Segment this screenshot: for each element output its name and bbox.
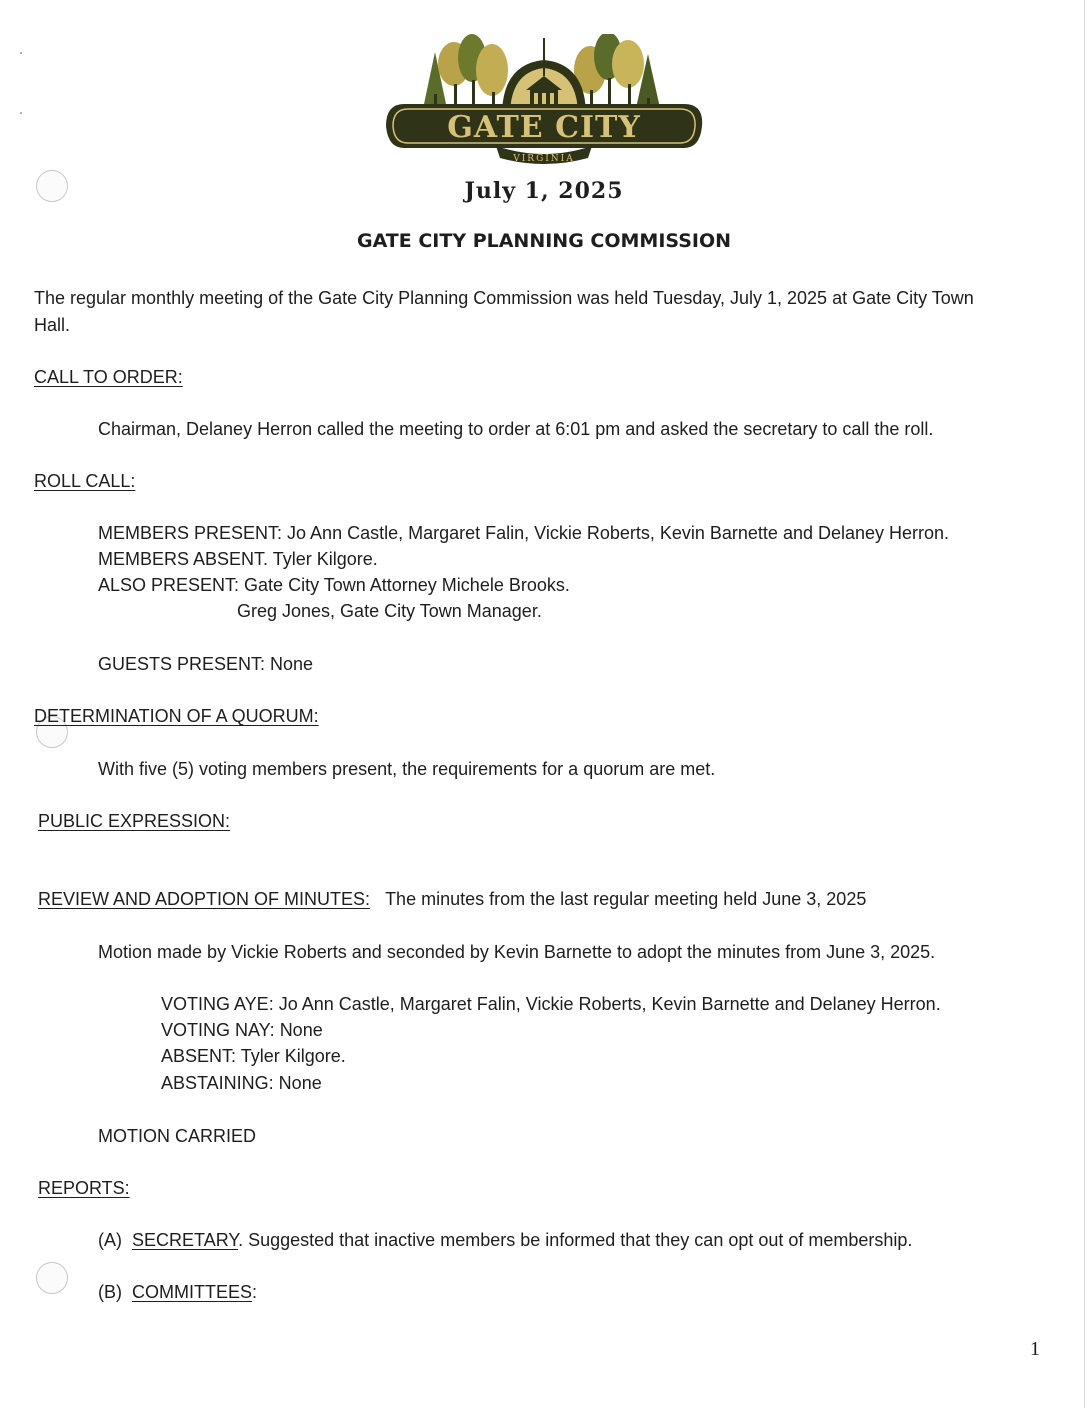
roll-call-heading: ROLL CALL: [34, 471, 136, 491]
report-committees [98, 1281, 257, 1303]
meeting-date: July 1, 2025 [464, 178, 624, 204]
intro-line-2: Hall. [34, 315, 71, 335]
members-present: MEMBERS PRESENT: Jo Ann Castle, Margaret Falin, Vickie Roberts, Kevin Barnette and Delaney Herron. [98, 523, 950, 543]
report-a-title: SECRETARY [132, 1230, 239, 1250]
report-b-label: (B) [98, 1282, 122, 1302]
minutes-heading-line [38, 888, 866, 910]
page-number: 1 [1030, 1338, 1040, 1360]
quorum-text: With five (5) voting members present, the requirements for a quorum are met. [98, 759, 716, 779]
report-b-title: COMMITTEES [132, 1282, 253, 1302]
quorum-heading: DETERMINATION OF A QUORUM: [34, 706, 319, 726]
call-to-order-heading: CALL TO ORDER: [34, 367, 183, 387]
page-edge [1084, 0, 1085, 1408]
voting-abstaining: ABSTAINING: None [161, 1073, 322, 1093]
gate-city-logo [384, 34, 706, 170]
voting-aye: VOTING AYE: Jo Ann Castle, Margaret Falin, Vickie Roberts, Kevin Barnette and Delaney Herron. [161, 994, 941, 1014]
reports-heading: REPORTS: [38, 1178, 130, 1198]
report-b-text: : [252, 1282, 258, 1302]
tree-icon [424, 34, 508, 114]
organization-title: GATE CITY PLANNING COMMISSION [356, 230, 732, 252]
logo-graphic [384, 34, 706, 170]
public-expression-heading: PUBLIC EXPRESSION: [38, 811, 231, 831]
logo-name: GATE CITY [447, 110, 641, 145]
report-a-label: (A) [98, 1230, 122, 1250]
guests-present: GUESTS PRESENT: None [98, 654, 314, 674]
logo-sub: VIRGINIA [513, 154, 575, 164]
intro-line-1: The regular monthly meeting of the Gate City Planning Commission was held Tuesday, July 1, 2025 at Gate City Town [34, 288, 974, 308]
hole-punch [36, 1262, 68, 1294]
motion-text: Motion made by Vickie Roberts and seconded by Kevin Barnette to adopt the minutes from June 3, 2025. [98, 942, 936, 962]
minutes-heading: REVIEW AND ADOPTION OF MINUTES: [38, 889, 371, 909]
voting-nay: VOTING NAY: None [161, 1020, 323, 1040]
minutes-heading-text: The minutes from the last regular meeting held June 3, 2025 [385, 889, 867, 909]
tree-icon [574, 34, 660, 112]
also-present-continued: Greg Jones, Gate City Town Manager. [237, 601, 542, 621]
voting-absent: ABSENT: Tyler Kilgore. [161, 1046, 346, 1066]
scan-speck [20, 112, 22, 114]
scan-speck [20, 52, 22, 54]
also-present: ALSO PRESENT: Gate City Town Attorney Michele Brooks. [98, 575, 570, 595]
motion-result: MOTION CARRIED [98, 1126, 257, 1146]
report-secretary [98, 1229, 912, 1251]
members-absent: MEMBERS ABSENT. Tyler Kilgore. [98, 549, 378, 569]
report-a-text: . Suggested that inactive members be informed that they can opt out of membership. [238, 1230, 913, 1250]
call-to-order-text: Chairman, Delaney Herron called the meeting to order at 6:01 pm and asked the secretary to call the roll. [98, 419, 934, 439]
